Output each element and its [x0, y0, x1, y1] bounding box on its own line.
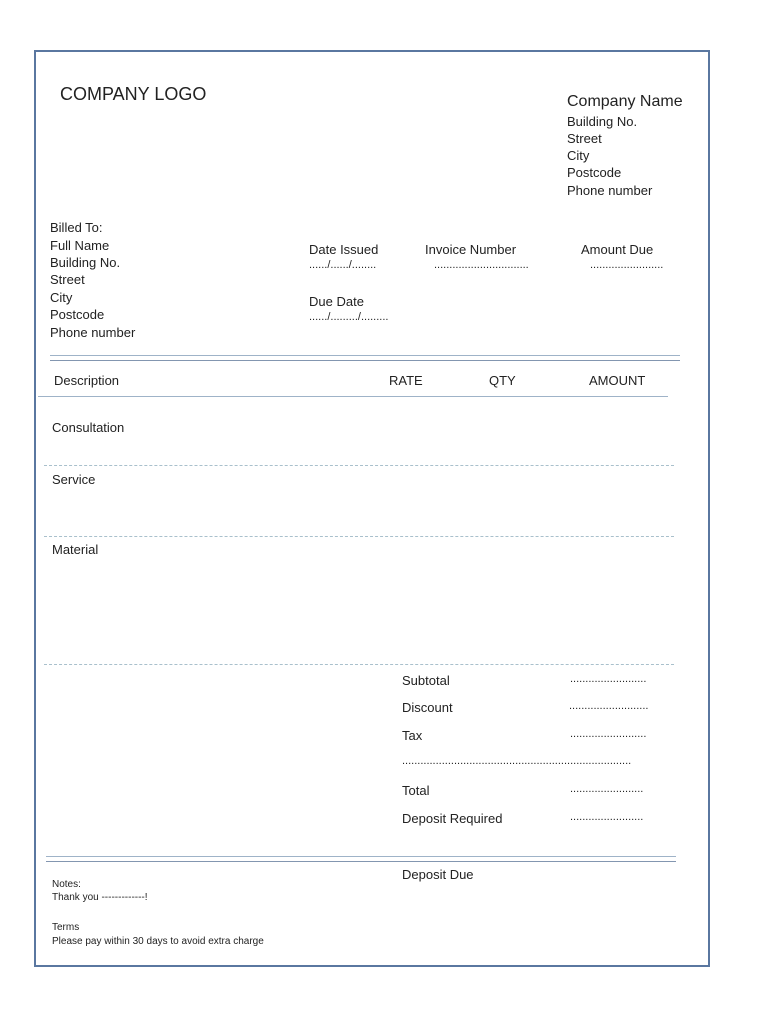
- total-label: Total: [402, 783, 430, 798]
- billed-city: City: [50, 290, 73, 305]
- header-amount: AMOUNT: [589, 373, 646, 388]
- terms-text: Please pay within 30 days to avoid extra charge: [52, 936, 264, 947]
- company-name: Company Name: [567, 93, 683, 110]
- company-street: Street: [567, 131, 602, 146]
- header-description: Description: [54, 373, 120, 388]
- row-divider: [44, 664, 674, 665]
- amount-due-label: Amount Due: [581, 242, 654, 257]
- billed-name: Full Name: [50, 238, 110, 253]
- company-logo: COMPANY LOGO: [60, 84, 207, 104]
- company-postcode: Postcode: [567, 165, 622, 180]
- company-building: Building No.: [567, 114, 638, 129]
- billed-building: Building No.: [50, 255, 121, 270]
- invoice-number-value: ...............................: [434, 259, 529, 271]
- divider: [50, 355, 680, 356]
- row-service: Service: [52, 472, 96, 487]
- subtotal-label: Subtotal: [402, 673, 450, 688]
- row-divider: [44, 536, 674, 537]
- header-qty: QTY: [489, 373, 516, 388]
- header-rate: RATE: [389, 373, 423, 388]
- amount-due-value: ........................: [590, 259, 664, 271]
- company-city: City: [567, 148, 590, 163]
- row-divider: [44, 465, 674, 466]
- invoice-number-label: Invoice Number: [425, 242, 517, 257]
- row-material: Material: [52, 542, 99, 557]
- divider: [50, 360, 680, 361]
- discount-label: Discount: [402, 700, 453, 715]
- notes-label: Notes:: [52, 879, 81, 890]
- billed-phone: Phone number: [50, 325, 136, 340]
- billed-street: Street: [50, 272, 85, 287]
- deposit-required-value: ........................: [570, 811, 644, 823]
- billed-postcode: Postcode: [50, 307, 105, 322]
- deposit-due-label: Deposit Due: [402, 867, 474, 882]
- total-value: ........................: [570, 783, 644, 795]
- company-phone: Phone number: [567, 183, 653, 198]
- discount-value: ..........................: [569, 700, 649, 712]
- divider: [38, 396, 668, 397]
- tax-value: .........................: [570, 728, 647, 740]
- divider: [46, 856, 676, 857]
- tax-label: Tax: [402, 728, 423, 743]
- deposit-required-label: Deposit Required: [402, 811, 503, 826]
- subtotal-value: .........................: [570, 673, 647, 685]
- divider: [46, 861, 676, 862]
- due-date-value: ....../........./.........: [309, 311, 389, 323]
- totals-separator: ...........................................................................: [402, 755, 632, 767]
- notes-text: Thank you -------------!: [52, 892, 148, 903]
- row-consultation: Consultation: [52, 420, 125, 435]
- billed-to-label: Billed To:: [50, 220, 103, 235]
- date-issued-value: ....../....../........: [309, 259, 377, 271]
- terms-label: Terms: [52, 922, 80, 933]
- date-issued-label: Date Issued: [309, 242, 379, 257]
- due-date-label: Due Date: [309, 294, 364, 309]
